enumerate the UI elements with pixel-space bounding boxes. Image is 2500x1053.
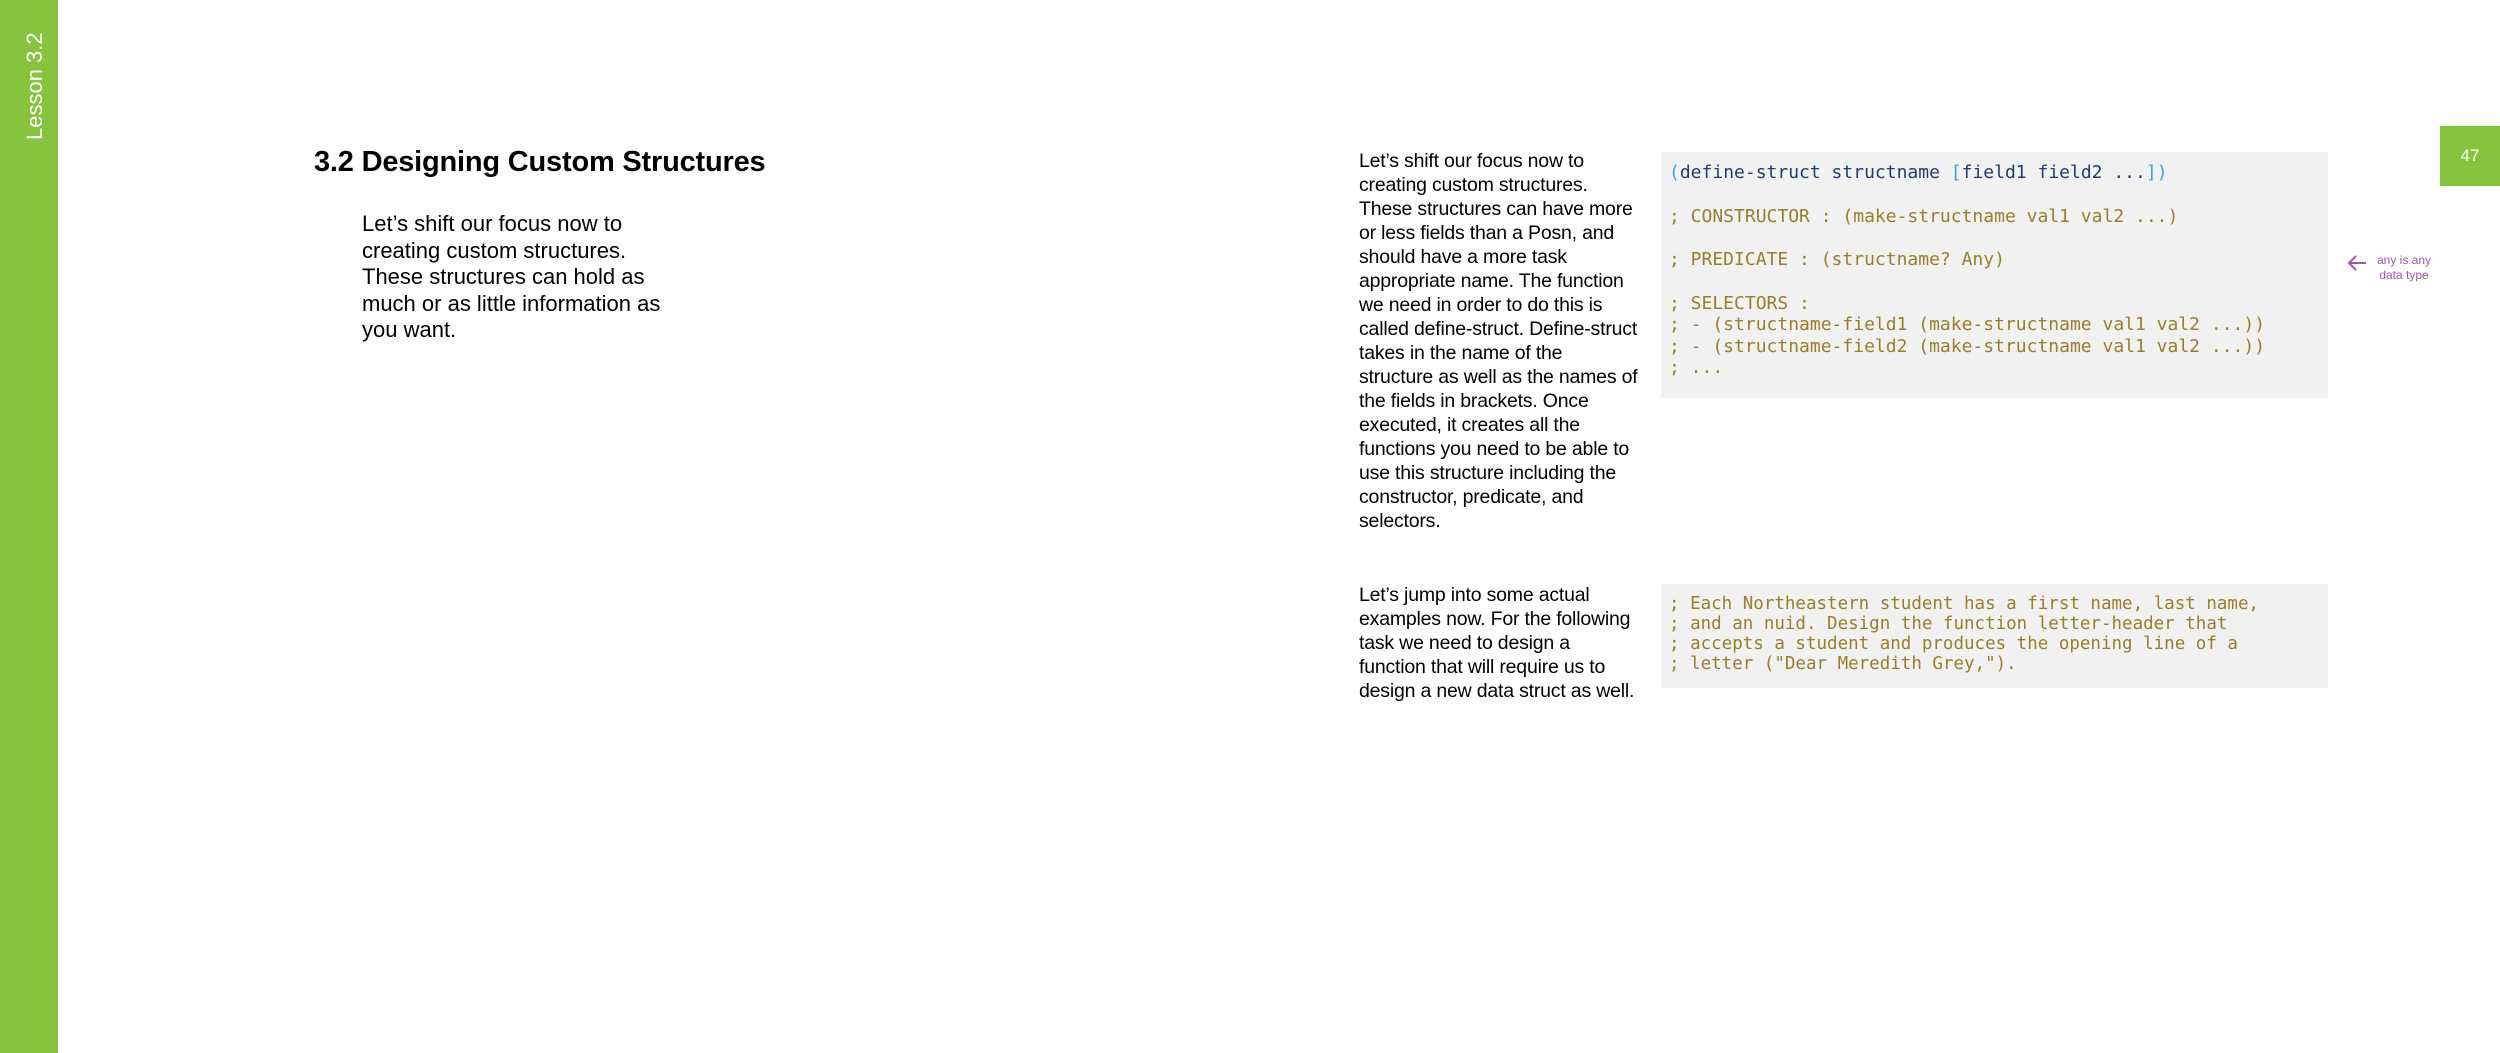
code-open-paren: ( [1669,162,1680,183]
code-predicate-line: ; PREDICATE : (structname? Any) [1669,249,2005,270]
task-line-4: ; letter ("Dear Meredith Grey,"). [1669,654,2017,674]
page-number: 47 [2440,126,2500,186]
code-define-struct: define-struct structname [1679,162,1951,183]
define-struct-code-block [1661,152,2328,398]
task-line-3: ; accepts a student and produces the opening line of a [1669,634,2238,654]
task-line-2: ; and an nuid. Design the function letter-header that [1669,614,2228,634]
task-code-block [1661,584,2328,688]
code-constructor-line: ; CONSTRUCTOR : (make-structname val1 val2 ...) [1669,205,2179,227]
lesson-label: Lesson 3.2 [22,32,47,140]
margin-annotation [2346,253,2434,283]
code-close: ]) [2145,162,2168,183]
section-title: 3.2 Designing Custom Structures [314,146,766,178]
annotation-line-2: data type [2379,268,2429,282]
lesson-sidebar [0,0,58,1053]
code-selector-line-2: ; - (structname-field2 (make-structname val1 val2 ...)) [1669,335,2266,357]
code-fields: field1 field2 ... [1961,162,2146,183]
annotation-line-1: any is any [2376,253,2432,267]
arrow-left-icon [2346,254,2368,272]
body-paragraph-2: Let’s jump into some actual examples now. For the following task we need to design a function that will require us to design a new data struct as well. [1359,584,1635,702]
code-ellipsis-line: ; ... [1669,357,1724,378]
section-intro: Let’s shift our focus now to creating custom structures. These structures can hold as much or as little information as you want. [362,211,661,342]
annotation-text [2374,253,2434,283]
task-line-1: ; Each Northeastern student has a first name, last name, [1669,594,2260,614]
code-open-bracket: [ [1950,162,1962,183]
code-selectors-header: ; SELECTORS : [1669,292,1810,314]
body-paragraph-1: Let’s shift our focus now to creating custom structures. These structures can have more or less fields than a Posn, and should have a more task appropriate name. The function we need in order to do this is called define-struct. Define-struct takes in the name of the structure as well as the names of the fields in brackets. Once executed, it creates all the functions you need to be able to use this structure including the constructor, predicate, and selectors. [1359,150,1638,532]
code-selector-line-1: ; - (structname-field1 (make-structname val1 val2 ...)) [1669,314,2266,335]
code-signature-line [1669,162,2320,184]
